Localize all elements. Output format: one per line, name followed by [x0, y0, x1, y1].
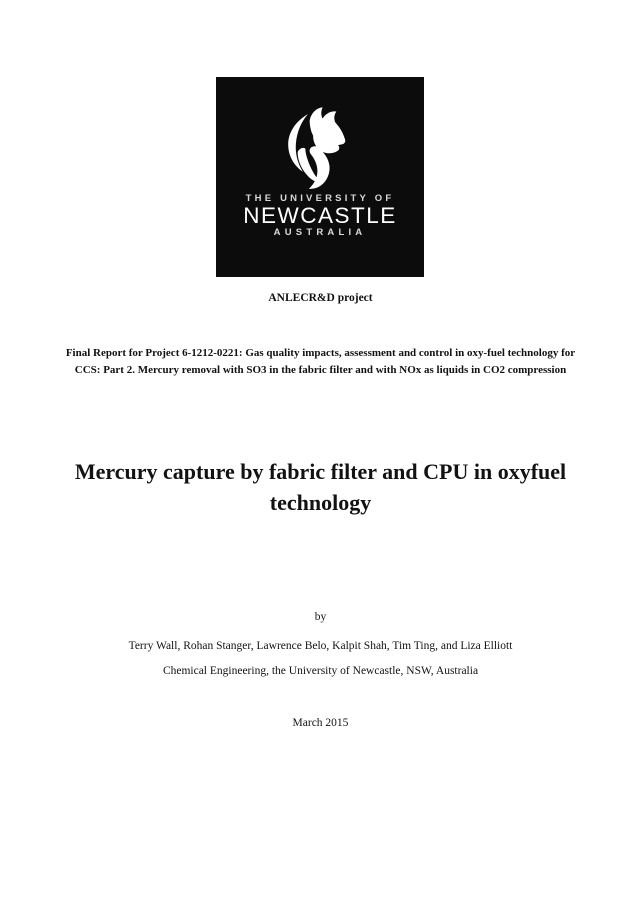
author-names: Terry Wall, Rohan Stanger, Lawrence Belo, Kalpit Shah, Tim Ting, and Liza Elliott — [128, 640, 513, 652]
report-subtitle: Final Report for Project 6-1212-0221: Gas quality impacts, assessment and control in oxy-fuel technology for CCS: Part 2. Mercury removal with SO3 in the fabric filter and with NOx as liquids in CO2 compression — [65, 347, 576, 376]
by-label: by — [314, 611, 327, 623]
logo-text-university-of: THE UNIVERSITY OF — [245, 193, 395, 204]
university-logo — [216, 77, 424, 277]
publication-date: March 2015 — [292, 717, 349, 729]
horse-head-icon — [274, 103, 360, 189]
author-affiliation: Chemical Engineering, the University of Newcastle, NSW, Australia — [162, 665, 479, 677]
logo-text-australia: AUSTRALIA — [273, 227, 367, 238]
project-label: ANLECR&D project — [268, 292, 373, 304]
logo-text-newcastle: NEWCASTLE — [243, 203, 397, 228]
page-title: Mercury capture by fabric filter and CPU in oxyfuel technology — [74, 459, 567, 515]
